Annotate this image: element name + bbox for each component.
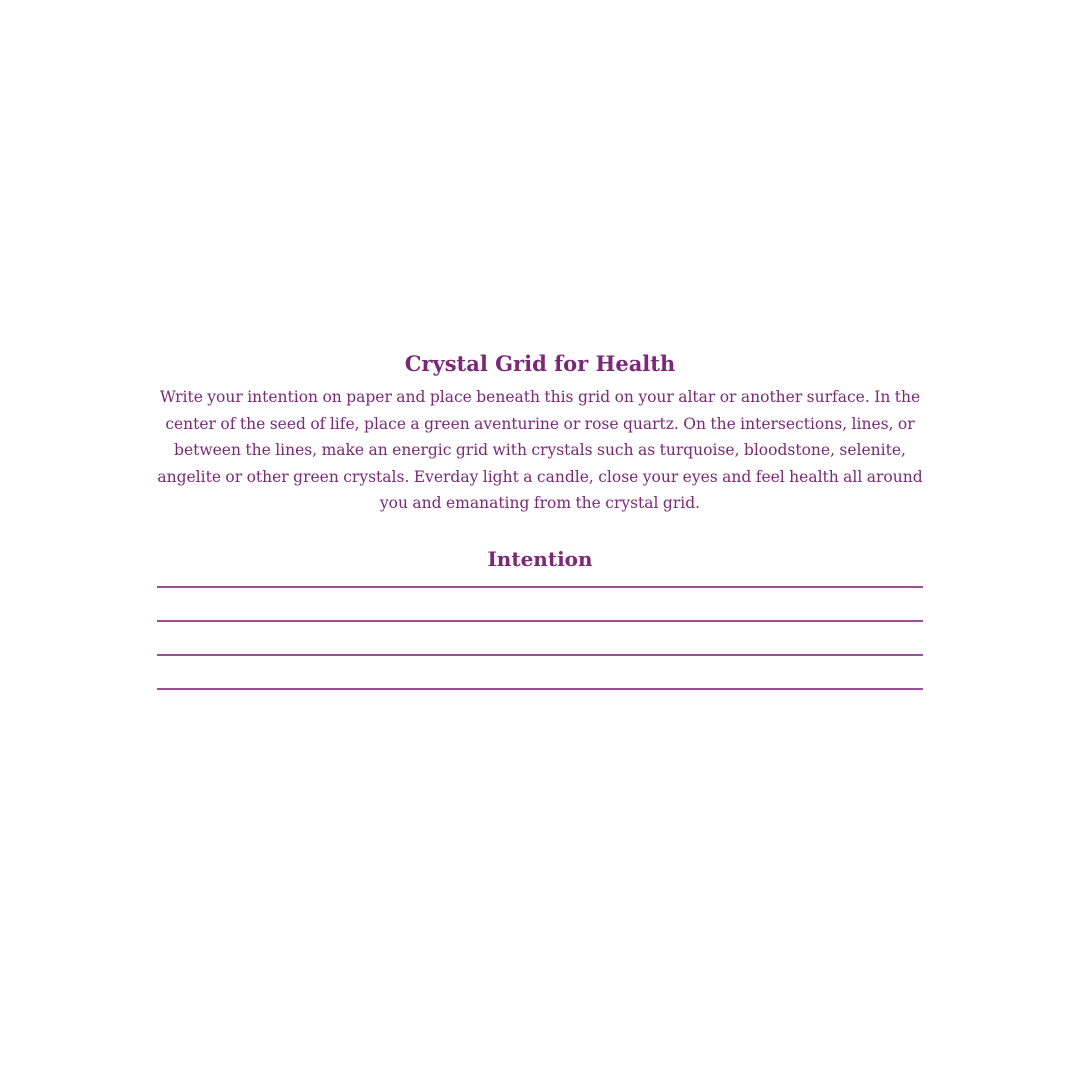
document-content	[157, 350, 923, 573]
intention-heading: Intention	[487, 546, 593, 571]
writing-line	[157, 654, 923, 688]
writing-line	[157, 688, 923, 691]
intention-writing-lines	[157, 586, 923, 691]
page-title: Crystal Grid for Health	[404, 351, 676, 376]
writing-line	[157, 586, 923, 620]
instructions-text: Write your intention on paper and place beneath this grid on your altar or another surface. In the center of the seed of life, place a green aventurine or rose quartz. On the intersections, lines, or between the lines, make an energic grid with crystals such as turquoise, bloodstone, selenite, angelite or other green crystals. Everday light a candle, close your eyes and feel health all around you and emanating from the crystal grid.	[157, 388, 923, 513]
writing-line	[157, 620, 923, 654]
